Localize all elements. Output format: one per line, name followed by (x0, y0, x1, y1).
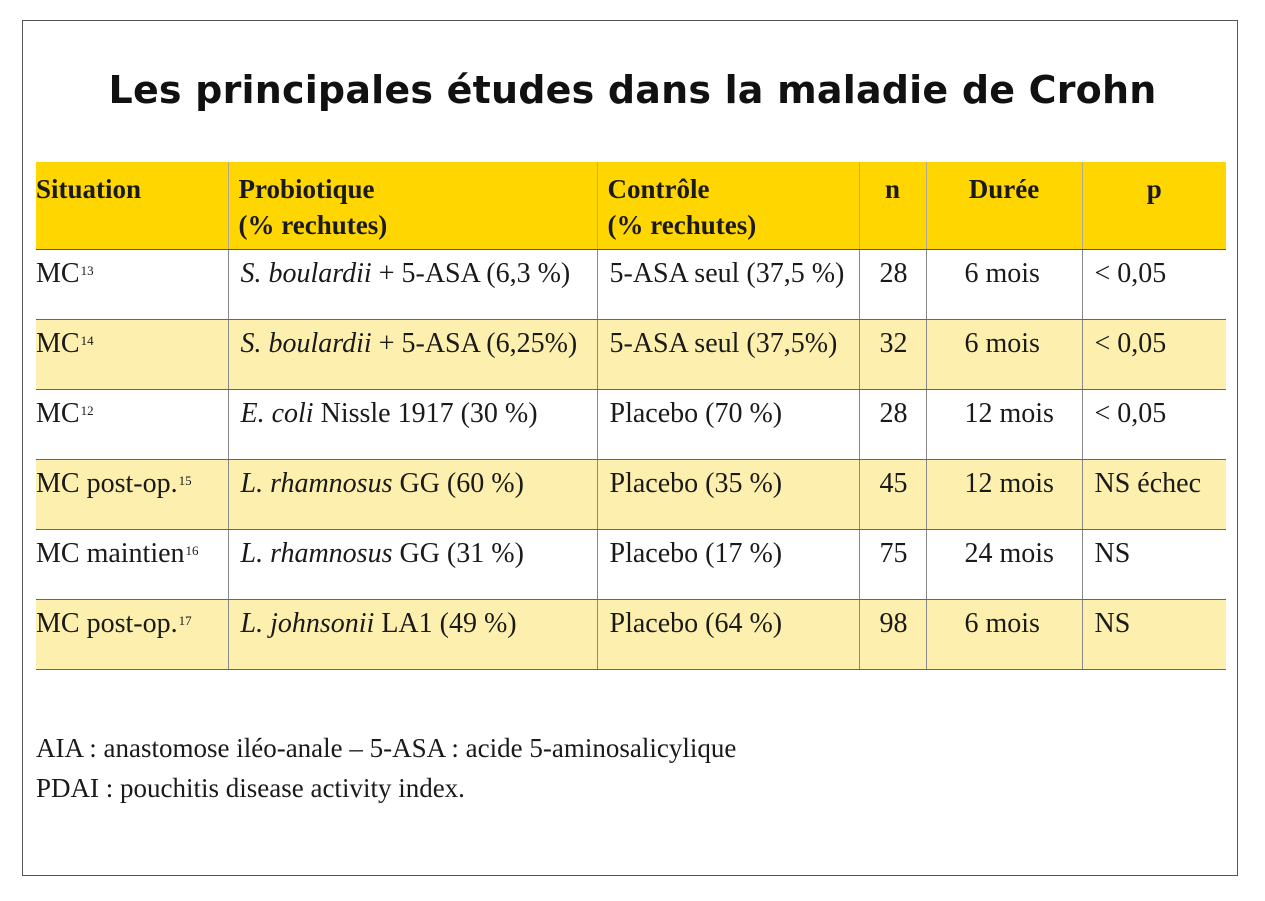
cell-n: 28 (859, 389, 926, 459)
cell-situation: MC post-op.$^{15}$ (36, 459, 228, 529)
cell-duree: 12 mois (926, 459, 1082, 529)
cell-controle: Placebo (17 %) (597, 529, 859, 599)
cell-probiotique: S. boulardii + 5-ASA (6,25%) (228, 319, 597, 389)
header-situation: Situation (36, 162, 228, 249)
table-row (36, 389, 1226, 459)
table-title: Les principales études dans la maladie de Crohn (108, 68, 1157, 112)
cell-probiotique: L. rhamnosus GG (31 %) (228, 529, 597, 599)
table-row (36, 529, 1226, 599)
table-row (36, 319, 1226, 389)
footnote-pdai: PDAI : pouchitis disease activity index. (36, 773, 465, 803)
cell-duree: 24 mois (926, 529, 1082, 599)
cell-probiotique: L. johnsonii LA1 (49 %) (228, 599, 597, 669)
header-n: n (859, 162, 926, 249)
cell-duree: 6 mois (926, 249, 1082, 319)
header-p: p (1082, 162, 1226, 249)
table-row (36, 459, 1226, 529)
footnote-abbreviations: AIA : anastomose iléo-anale – 5-ASA : acide 5-aminosalicylique (36, 733, 737, 763)
cell-controle: Placebo (64 %) (597, 599, 859, 669)
cell-n: 98 (859, 599, 926, 669)
cell-duree: 6 mois (926, 599, 1082, 669)
cell-n: 45 (859, 459, 926, 529)
footnotes (36, 728, 736, 808)
cell-situation: MC post-op.$^{17}$ (36, 599, 228, 669)
studies-table (36, 162, 1226, 670)
cell-controle: 5-ASA seul (37,5%) (597, 319, 859, 389)
cell-controle: Placebo (35 %) (597, 459, 859, 529)
cell-p: NS (1082, 599, 1226, 669)
header-probiotique: Probiotique (% rechutes) (228, 162, 597, 249)
cell-duree: 6 mois (926, 319, 1082, 389)
cell-n: 32 (859, 319, 926, 389)
header-controle: Contrôle (% rechutes) (597, 162, 859, 249)
cell-p: < 0,05 (1082, 319, 1226, 389)
header-duree: Durée (926, 162, 1082, 249)
cell-p: NS échec (1082, 459, 1226, 529)
cell-probiotique: L. rhamnosus GG (60 %) (228, 459, 597, 529)
cell-situation: MC$^{12}$ (36, 389, 228, 459)
cell-p: NS (1082, 529, 1226, 599)
cell-probiotique: S. boulardii + 5-ASA (6,3 %) (228, 249, 597, 319)
cell-n: 28 (859, 249, 926, 319)
header-row (36, 162, 1226, 249)
table-row (36, 599, 1226, 669)
cell-p: < 0,05 (1082, 249, 1226, 319)
cell-probiotique: E. coli Nissle 1917 (30 %) (228, 389, 597, 459)
cell-duree: 12 mois (926, 389, 1082, 459)
cell-situation: MC maintien$^{16}$ (36, 529, 228, 599)
cell-controle: Placebo (70 %) (597, 389, 859, 459)
table-row (36, 249, 1226, 319)
cell-controle: 5-ASA seul (37,5 %) (597, 249, 859, 319)
cell-situation: MC$^{14}$ (36, 319, 228, 389)
cell-n: 75 (859, 529, 926, 599)
cell-p: < 0,05 (1082, 389, 1226, 459)
cell-situation: MC$^{13}$ (36, 249, 228, 319)
